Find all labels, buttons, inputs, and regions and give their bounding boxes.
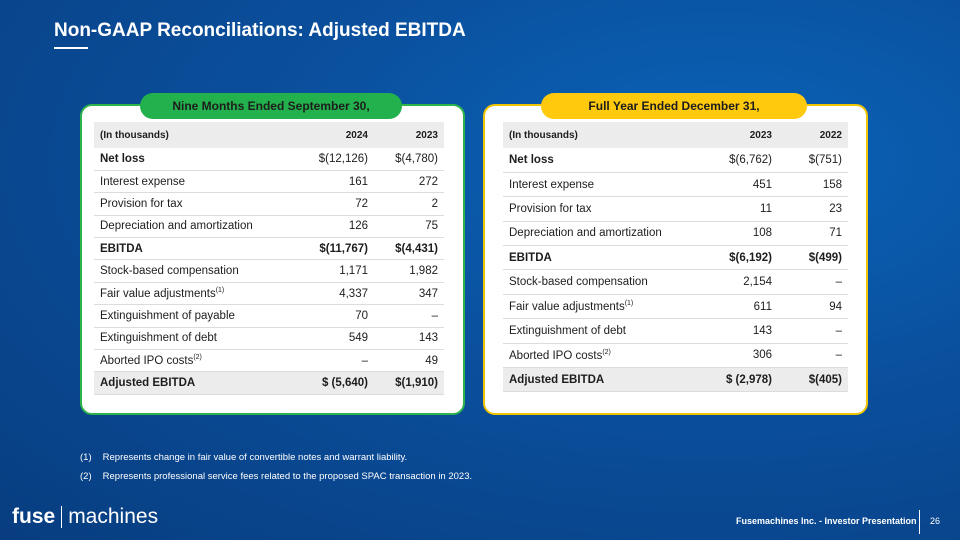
table-row — [94, 215, 444, 237]
row-value: – — [778, 343, 848, 367]
table-row — [503, 197, 848, 221]
row-value: 143 — [374, 327, 444, 349]
row-value: 108 — [708, 221, 778, 245]
row-label: Aborted IPO costs — [100, 355, 194, 368]
table-row — [94, 305, 444, 327]
row-label-cell — [94, 350, 294, 372]
row-value: $(1,910) — [374, 372, 444, 394]
footnote-number: (1) — [80, 452, 92, 463]
table-row — [503, 343, 848, 367]
table-row — [94, 282, 444, 304]
table-row — [503, 368, 848, 392]
table-row — [503, 246, 848, 270]
table-header-row — [503, 122, 848, 148]
column-header: 2024 — [294, 122, 374, 148]
table-row — [503, 172, 848, 196]
row-value: $(405) — [778, 368, 848, 392]
row-value: 451 — [708, 172, 778, 196]
row-label-cell — [94, 282, 294, 304]
row-value: 75 — [374, 215, 444, 237]
table-header-row — [94, 122, 444, 148]
column-header: (In thousands) — [503, 122, 708, 148]
row-value: 1,171 — [294, 260, 374, 282]
row-value: $(6,762) — [708, 148, 778, 172]
row-value: $(11,767) — [294, 238, 374, 260]
title-underline — [54, 47, 88, 49]
footnote-marker: (1) — [215, 287, 225, 295]
row-value: – — [778, 270, 848, 294]
table-row — [503, 148, 848, 172]
row-value: 611 — [708, 294, 778, 318]
full-year-heading: Full Year Ended December 31, — [541, 93, 807, 119]
table-row — [503, 221, 848, 245]
row-label-cell — [503, 343, 708, 367]
table-row — [94, 238, 444, 260]
row-value: $(499) — [778, 246, 848, 270]
nine-months-heading: Nine Months Ended September 30, — [140, 93, 402, 119]
row-value: 306 — [708, 343, 778, 367]
table-row — [503, 294, 848, 318]
logo-fuse: fuse — [12, 505, 56, 528]
row-value: 2 — [374, 193, 444, 215]
column-header: (In thousands) — [94, 122, 294, 148]
nine-months-table — [94, 122, 444, 395]
row-label: Adjusted EBITDA — [503, 368, 708, 392]
row-value: $(4,431) — [374, 238, 444, 260]
row-value: 143 — [708, 319, 778, 343]
row-value: 23 — [778, 197, 848, 221]
row-label: Extinguishment of debt — [94, 327, 294, 349]
footnote-text: Represents change in fair value of convertible notes and warrant liability. — [102, 452, 408, 463]
logo-divider — [61, 506, 62, 528]
row-value: $(6,192) — [708, 246, 778, 270]
row-label: Aborted IPO costs — [509, 349, 603, 362]
footnote-text: Represents professional service fees related to the proposed SPAC transaction in 2023. — [102, 471, 473, 482]
row-label: Net loss — [94, 148, 294, 170]
row-label: Interest expense — [94, 170, 294, 192]
row-label: Adjusted EBITDA — [94, 372, 294, 394]
column-header: 2022 — [778, 122, 848, 148]
fusemachines-logo — [12, 505, 158, 529]
page-number: 26 — [930, 516, 941, 526]
table-row — [94, 260, 444, 282]
row-value: 94 — [778, 294, 848, 318]
footnote-marker: (2) — [602, 348, 611, 356]
row-label: Stock-based compensation — [94, 260, 294, 282]
row-value: 49 — [374, 350, 444, 372]
column-header: 2023 — [374, 122, 444, 148]
column-header: 2023 — [708, 122, 778, 148]
row-label: Extinguishment of debt — [503, 319, 708, 343]
row-value: $(4,780) — [374, 148, 444, 170]
row-value: 272 — [374, 170, 444, 192]
footnote-number: (2) — [80, 471, 92, 482]
footer-divider — [919, 510, 920, 534]
row-value: – — [294, 350, 374, 372]
row-label: Depreciation and amortization — [94, 215, 294, 237]
row-value: $ (5,640) — [294, 372, 374, 394]
row-label: Provision for tax — [503, 197, 708, 221]
footnote-marker: (2) — [193, 354, 202, 362]
row-value: $ (2,978) — [708, 368, 778, 392]
row-value: 72 — [294, 193, 374, 215]
row-value: 347 — [374, 282, 444, 304]
table-row — [94, 170, 444, 192]
row-label: EBITDA — [503, 246, 708, 270]
row-value: 126 — [294, 215, 374, 237]
table-row — [94, 350, 444, 372]
row-label-cell — [503, 294, 708, 318]
row-label: Provision for tax — [94, 193, 294, 215]
row-value: $(751) — [778, 148, 848, 172]
row-value: 161 — [294, 170, 374, 192]
footnote-marker: (1) — [624, 300, 634, 308]
row-label: Fair value adjustments — [509, 300, 625, 313]
row-value: 71 — [778, 221, 848, 245]
footer-text: Fusemachines Inc. - Investor Presentation — [736, 516, 917, 526]
row-label: EBITDA — [94, 238, 294, 260]
row-value: 4,337 — [294, 282, 374, 304]
table-row — [503, 319, 848, 343]
row-value: – — [374, 305, 444, 327]
row-value: $(12,126) — [294, 148, 374, 170]
full-year-table — [503, 122, 848, 392]
page-title: Non-GAAP Reconciliations: Adjusted EBITDA — [54, 20, 466, 41]
row-value: 70 — [294, 305, 374, 327]
row-value: 2,154 — [708, 270, 778, 294]
row-value: 11 — [708, 197, 778, 221]
table-row — [94, 372, 444, 394]
table-row — [503, 270, 848, 294]
footnote — [80, 448, 472, 467]
footnotes — [80, 448, 472, 486]
row-value: 158 — [778, 172, 848, 196]
row-label: Extinguishment of payable — [94, 305, 294, 327]
row-value: 1,982 — [374, 260, 444, 282]
footnote — [80, 467, 472, 486]
table-row — [94, 327, 444, 349]
row-label: Net loss — [503, 148, 708, 172]
row-label: Depreciation and amortization — [503, 221, 708, 245]
row-label: Interest expense — [503, 172, 708, 196]
table-row — [94, 148, 444, 170]
table-row — [94, 193, 444, 215]
logo-machines: machines — [68, 505, 159, 528]
row-label: Stock-based compensation — [503, 270, 708, 294]
row-value: 549 — [294, 327, 374, 349]
row-label: Fair value adjustments — [100, 287, 216, 300]
row-value: – — [778, 319, 848, 343]
